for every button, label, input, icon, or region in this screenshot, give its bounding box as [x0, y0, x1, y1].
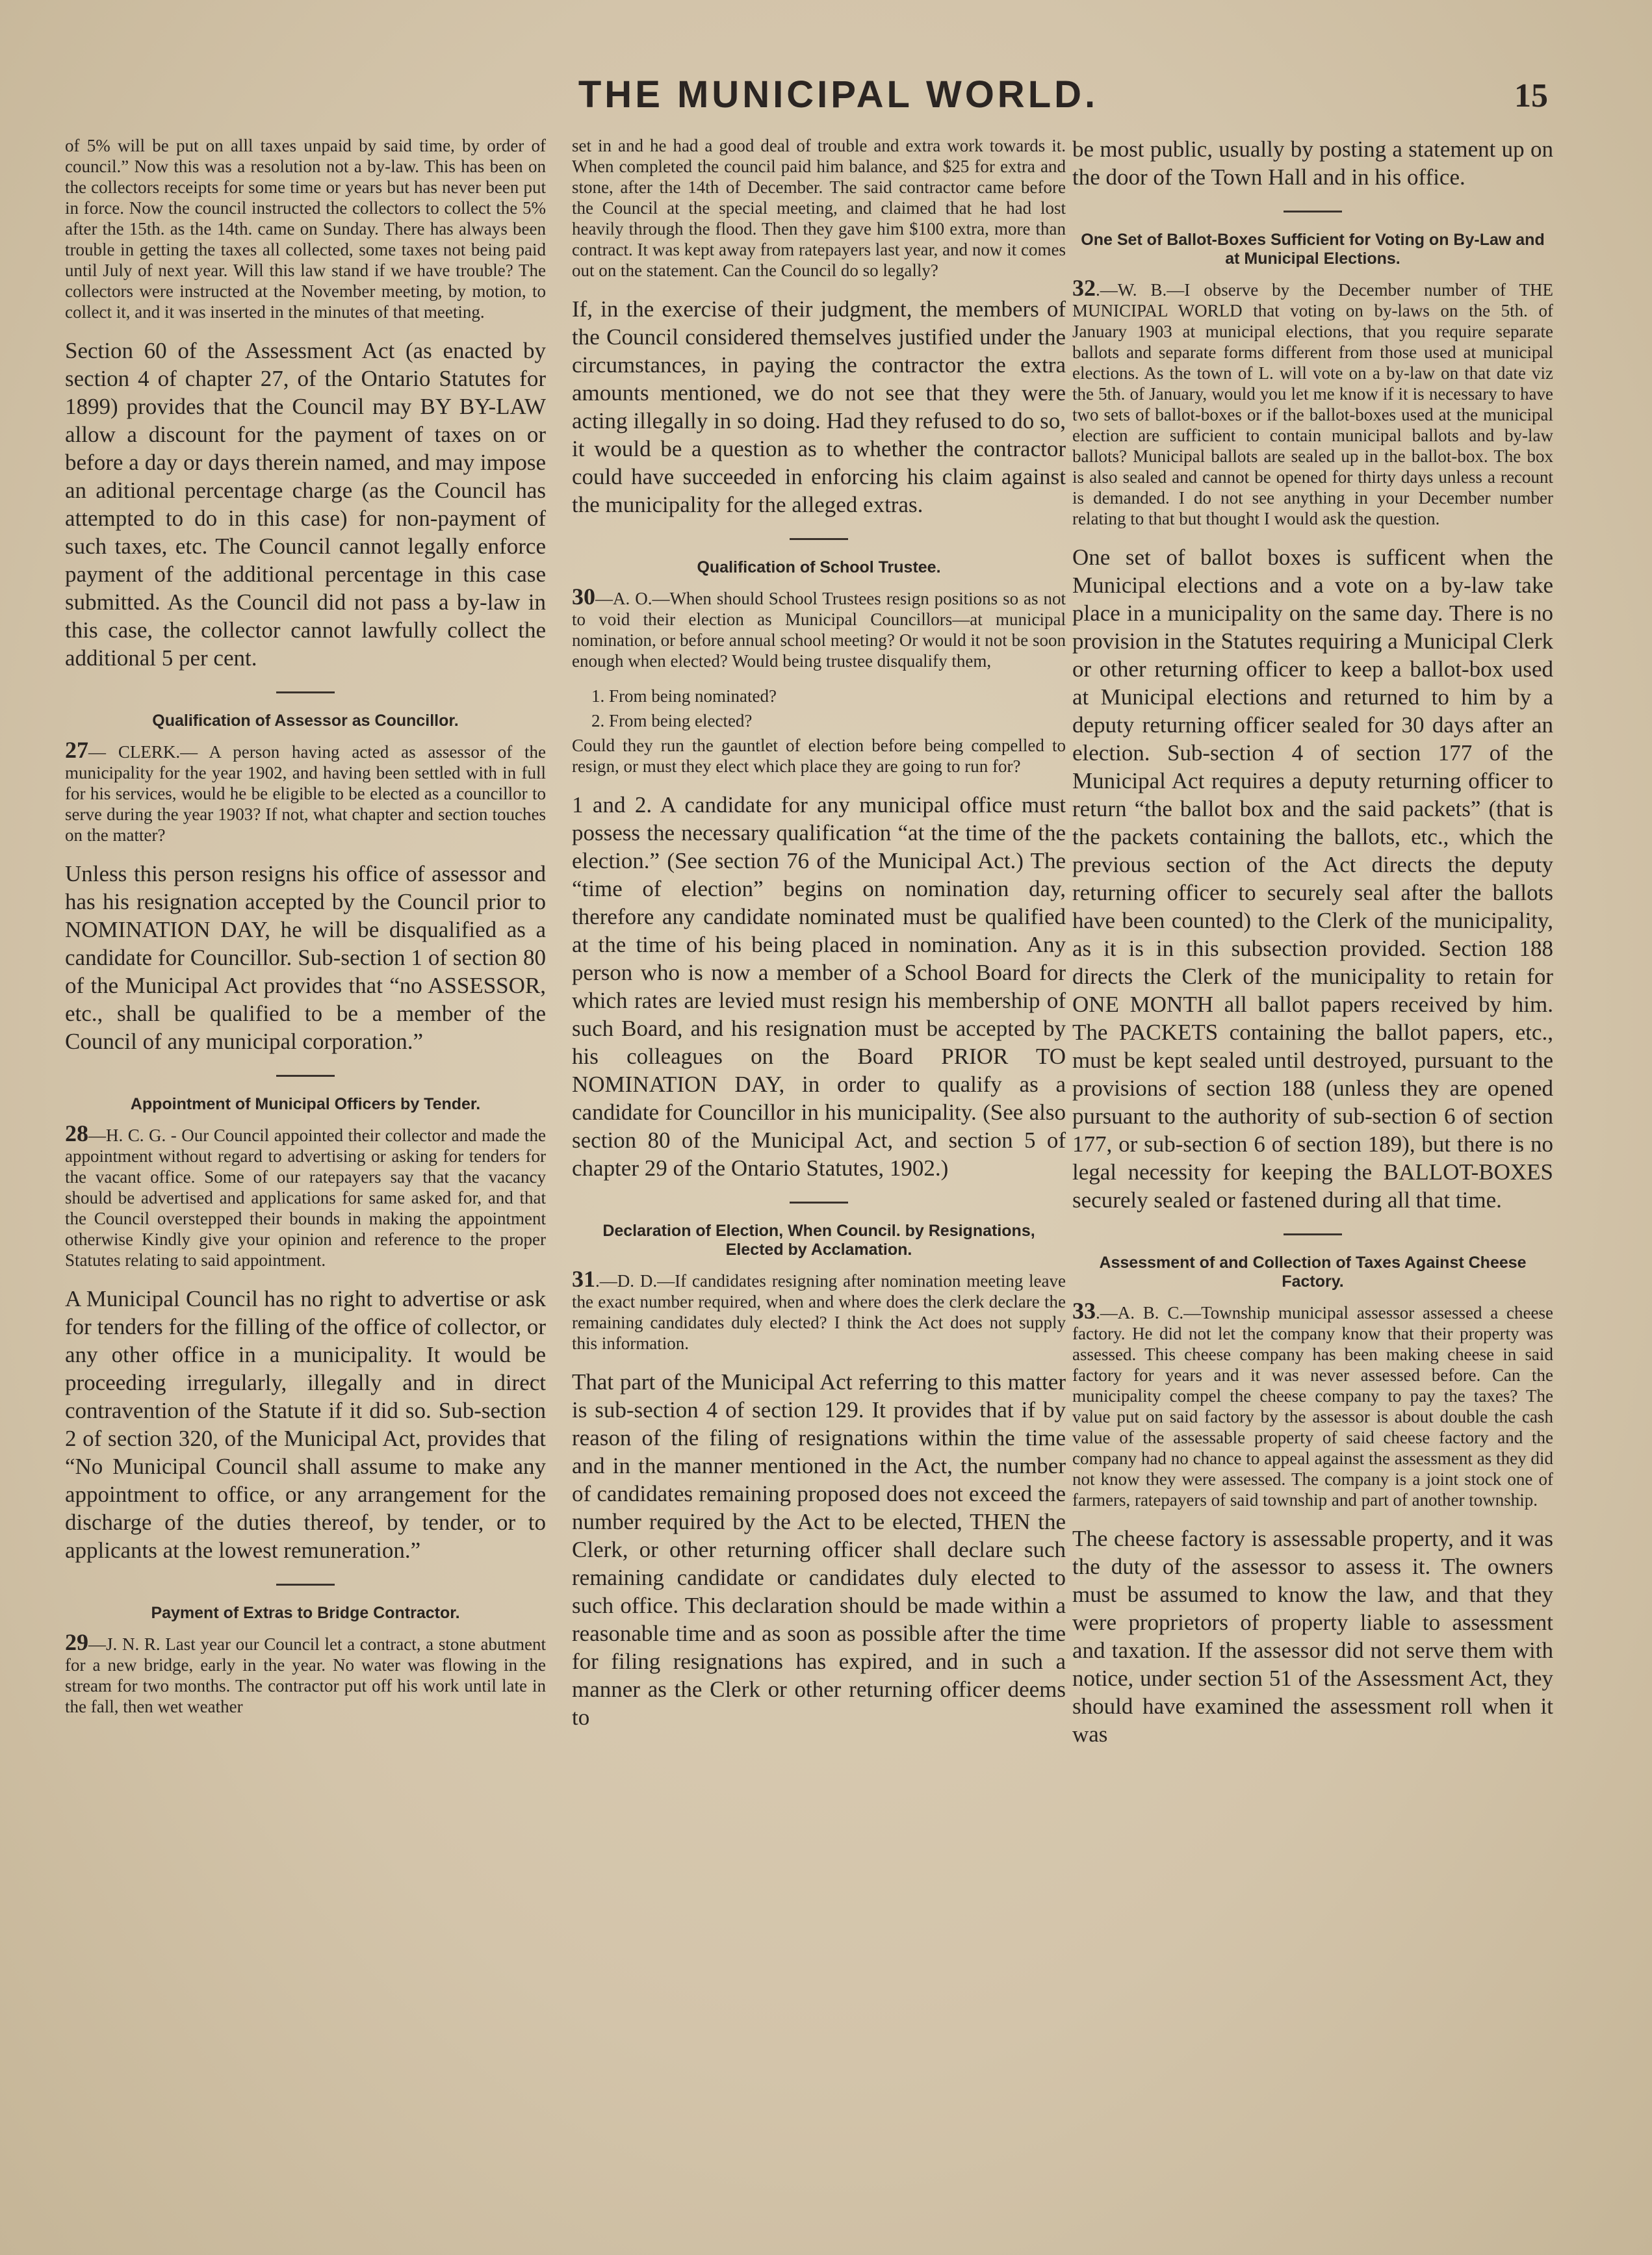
question-number: 28: [65, 1120, 88, 1146]
page-number: 15: [1514, 77, 1548, 114]
question-text: — CLERK.— A person having acted as assessor of the municipality for the year 1902, and having been settled with in full for his services, would he be eligible to be elected as a councillor to serve during the year 1903? If not, what chapter and section touches on the matter?: [65, 742, 546, 845]
section-heading: Assessment of and Collection of Taxes Against Cheese Factory.: [1099, 1254, 1527, 1291]
question: [1072, 277, 1553, 529]
page-title: THE MUNICIPAL WORLD.: [578, 73, 1099, 116]
divider: [276, 1075, 335, 1077]
answer: A Municipal Council has no right to advertise or ask for tenders for the filling of the office of collector, or any other office in a municipality. It would be proceeding irregularly, illegally and in direct contravention of the Statute if it did so. Sub-section 2 of section 320, of the Municipal Act, provides that “No Municipal Council shall assume to make any appointment to office, or any arrangement for the discharge of the duties thereof, by tender, or to applicants at the lowest remuneration.”: [65, 1286, 546, 1563]
divider: [1284, 211, 1342, 213]
divider: [1284, 1233, 1342, 1235]
paragraph: set in and he had a good deal of trouble and extra work towards it. When completed the council paid him balance, and $25 for extra and stone, after the 14th of December. The said contractor came before the Council at the special meeting, and claimed that he had lost heavily through the flood. Then they gave him $100 extra, more than contract. It was kept away from ratepayers last year, and now it comes out on the statement. Can the Council do so legally?: [572, 136, 1066, 280]
question: [65, 1629, 546, 1717]
answer: The cheese factory is assessable property, and it was the duty of the assessor to assess it. The owners must be assumed to know the law, and that they were proprietors of property liable to assessment and taxation. If the assessor did not serve them with notice, under section 51 of the Assessment Act, they should have examined the assessment roll when it was: [1072, 1526, 1553, 1747]
question-text: .—D. D.—If candidates resigning after nomination meeting leave the exact number required, when and where does the clerk declare the remaining candidates duly elected? I think the Act does not supply this information.: [572, 1271, 1066, 1353]
column-middle: [572, 135, 1066, 1746]
divider: [790, 538, 848, 540]
list-item: 1. From being nominated?: [591, 686, 777, 706]
section-heading: Declaration of Election, When Council. by Resignations, Elected by Acclamation.: [602, 1222, 1035, 1259]
divider: [276, 1584, 335, 1586]
question-number: 32: [1072, 275, 1096, 301]
question-text: .—A. B. C.—Township municipal assessor assessed a cheese factory. He did not let the company know that their property was assessed. This cheese company has been making cheese in said factory for years and it was never assessed before. Can the municipality compel the cheese company to pay the taxes? The value put on said factory by the assessor is about double the cash value of the assessable property of said cheese factory and the company had no chance to appeal against the assessment as they did not know they were assessed. The company is a joint stock one of farmers, ratepayers of said township and part of another township.: [1072, 1303, 1553, 1510]
paragraph: of 5% will be put on alll taxes unpaid by said time, by order of council.” Now this was a resolution not a by-law. This has been on the collectors receipts for some time or years but has never been put in force. Now the council instructed the collectors to collect the 5% after the 15th. as the 14th. came on Sunday. There has always been trouble in getting the taxes all collected, some taxes not being paid until July of next year. Will this law stand if we have trouble? The collectors were instructed at the November meeting, by motion, to collect it, and it was inserted in the minutes of that meeting.: [65, 136, 546, 322]
question-number: 31: [572, 1266, 595, 1292]
answer: One set of ballot boxes is sufficent when the Municipal elections and a vote on a by-law take place in a municipality on the same day. There is no provision in the Statutes requiring a Municipal Clerk or other returning officer to keep a ballot-box used at Municipal elections and returned to him by a deputy returning officer sealed for 30 days after an election. Sub-section 4 of section 177 of the Municipal Act requires a deputy returning officer to return “the ballot box and the said packets” (that is the packets containing the ballots, etc., which the previous section of the Act directs the deputy returning officer to securely seal after the ballots have been counted) to the Clerk of the municipality, as it is in this subsection provided. Section 188 directs the Clerk of the municipality to retain for ONE MONTH all ballot papers received by him. The PACKETS containing the ballot papers, etc., must be kept sealed until destroyed, pursuant to the provisions of section 188 (unless they are opened pursuant to the authority of sub-section 6 of section 177, or sub-section 6 of section 189), but there is no legal necessity for keeping the BALLOT-BOXES securely sealed or fastened during all that time.: [1072, 545, 1553, 1213]
question-text: —J. N. R. Last year our Council let a contract, a stone abutment for a new bridge, early in the year. No water was flowing in the stream for two months. The contractor put off his work until late in the fall, then wet weather: [65, 1634, 546, 1716]
question-number: 29: [65, 1629, 88, 1655]
section-heading: Qualification of Assessor as Councillor.: [152, 712, 459, 730]
section-heading: Payment of Extras to Bridge Contractor.: [151, 1604, 460, 1622]
question: [572, 586, 1066, 671]
paragraph: be most public, usually by posting a statement up on the door of the Town Hall and in his office.: [1072, 136, 1553, 190]
question: [572, 1266, 1066, 1354]
question: [65, 737, 546, 845]
question: [1072, 1300, 1553, 1510]
column-left: [65, 135, 546, 1731]
question-continued: Could they run the gauntlet of election before being compelled to resign, or must they elect which place they are going to run for?: [572, 736, 1066, 776]
column-right: [1072, 135, 1553, 1762]
section-heading: Appointment of Municipal Officers by Tender.: [130, 1095, 481, 1113]
list-item: 2. From being elected?: [591, 711, 753, 730]
question-number: 27: [65, 737, 88, 763]
answer: Unless this person resigns his office of assessor and has his resignation accepted by the Council prior to NOMINATION DAY, he will be disqualified as a candidate for Councillor. Sub-section 1 of section 80 of the Municipal Act provides that “no ASSESSOR, etc., shall be qualified to be a member of the Council of any municipal corporation.”: [65, 861, 546, 1054]
question-text: —A. O.—When should School Trustees resign positions so as not to void their election as Municipal Councillors—at municipal nomination, or before annual school meeting? Or would it not be soon enough when elected? Would being trustee disqualify them,: [572, 589, 1066, 671]
question-text: .—W. B.—I observe by the December number of THE MUNICIPAL WORLD that voting on by-laws on the 5th. of January 1903 at municipal elections, that you require separate ballots and separate forms different from those used at municipal elections. As the town of L. will vote on a by-law on that date viz the 5th. of January, would you let me know if it is necessary to have two sets of ballot-boxes or if the ballot-boxes used at the municipal election are sufficient to contain municipal ballots and by-law ballots? Municipal ballots are sealed up in the ballot-box. The box is also sealed and cannot be opened for thirty days unless a recount is demanded. I do not see anything in your December number relating to that but thought I would ask the question.: [1072, 280, 1553, 528]
answer: 1 and 2. A candidate for any municipal office must possess the necessary qualification “at the time of the election.” (See section 76 of the Municipal Act.) The “time of election” begins on nomination day, therefore any candidate nominated must be qualified at the time of his being placed in nomination. Any person who is now a member of a School Board for which rates are levied must resign his membership of such Board, and his resignation must be accepted by his colleagues on the Board PRIOR TO NOMINATION DAY, in order to qualify as a candidate for Councillor in his municipality. (See also section 80 of the Municipal Act, and section 5 of chapter 29 of the Ontario Statutes, 1902.): [572, 792, 1066, 1181]
answer: If, in the exercise of their judgment, the members of the Council considered themselves justified under the circumstances, in paying the contractor the extra amounts mentioned, we do not see that they were acting illegally in so doing. Had they refused to do so, it would be a question as to whether the contractor could have succeeded in enforcing his claim against the municipality for the alleged extras.: [572, 296, 1066, 517]
question-number: 33: [1072, 1298, 1096, 1324]
divider: [790, 1202, 848, 1204]
paragraph: Section 60 of the Assessment Act (as enacted by section 4 of chapter 27, of the Ontario Statutes for 1899) provides that the Council may BY BY-LAW allow a discount for the payment of taxes on or before a day or days therein named, and may impose an aditional percentage charge (as the Council has attempted to do in this case) for non-payment of such taxes, etc. The Council cannot legally enforce payment of the additional percentage in this case submitted. As the Council did not pass a by-law in this case, the collector cannot lawfully collect the additional 5 per cent.: [65, 338, 546, 671]
divider: [276, 691, 335, 693]
section-heading: Qualification of School Trustee.: [697, 558, 941, 576]
question: [65, 1120, 546, 1270]
question-number: 30: [572, 584, 595, 610]
answer: That part of the Municipal Act referring to this matter is sub-section 4 of section 129. It provides that if by reason of the filing of resignations within the time and in the manner mentioned in the Act, the number of candidates remaining proposed does not exceed the number required by the Act to be elected, THEN the Clerk, or other returning officer shall declare such remaining candidate or candidates duly elected to such office. This declaration should be made within a reasonable time and as soon as possible after the time for filing resignations has expired, and in such a manner as the Clerk or other returning officer deems to: [572, 1369, 1066, 1730]
question-text: —H. C. G. - Our Council appointed their collector and made the appointment without regard to advertising or asking for tenders for the vacant office. Some of our ratepayers say that the vacancy should be advertised and applications for same asked for, and that the Council overstepped their bounds in making the appointment otherwise Kindly give your opinion and reference to the proper Statutes relating to said appointment.: [65, 1126, 546, 1270]
section-heading: One Set of Ballot-Boxes Sufficient for Voting on By-Law and at Municipal Elections.: [1081, 231, 1545, 268]
